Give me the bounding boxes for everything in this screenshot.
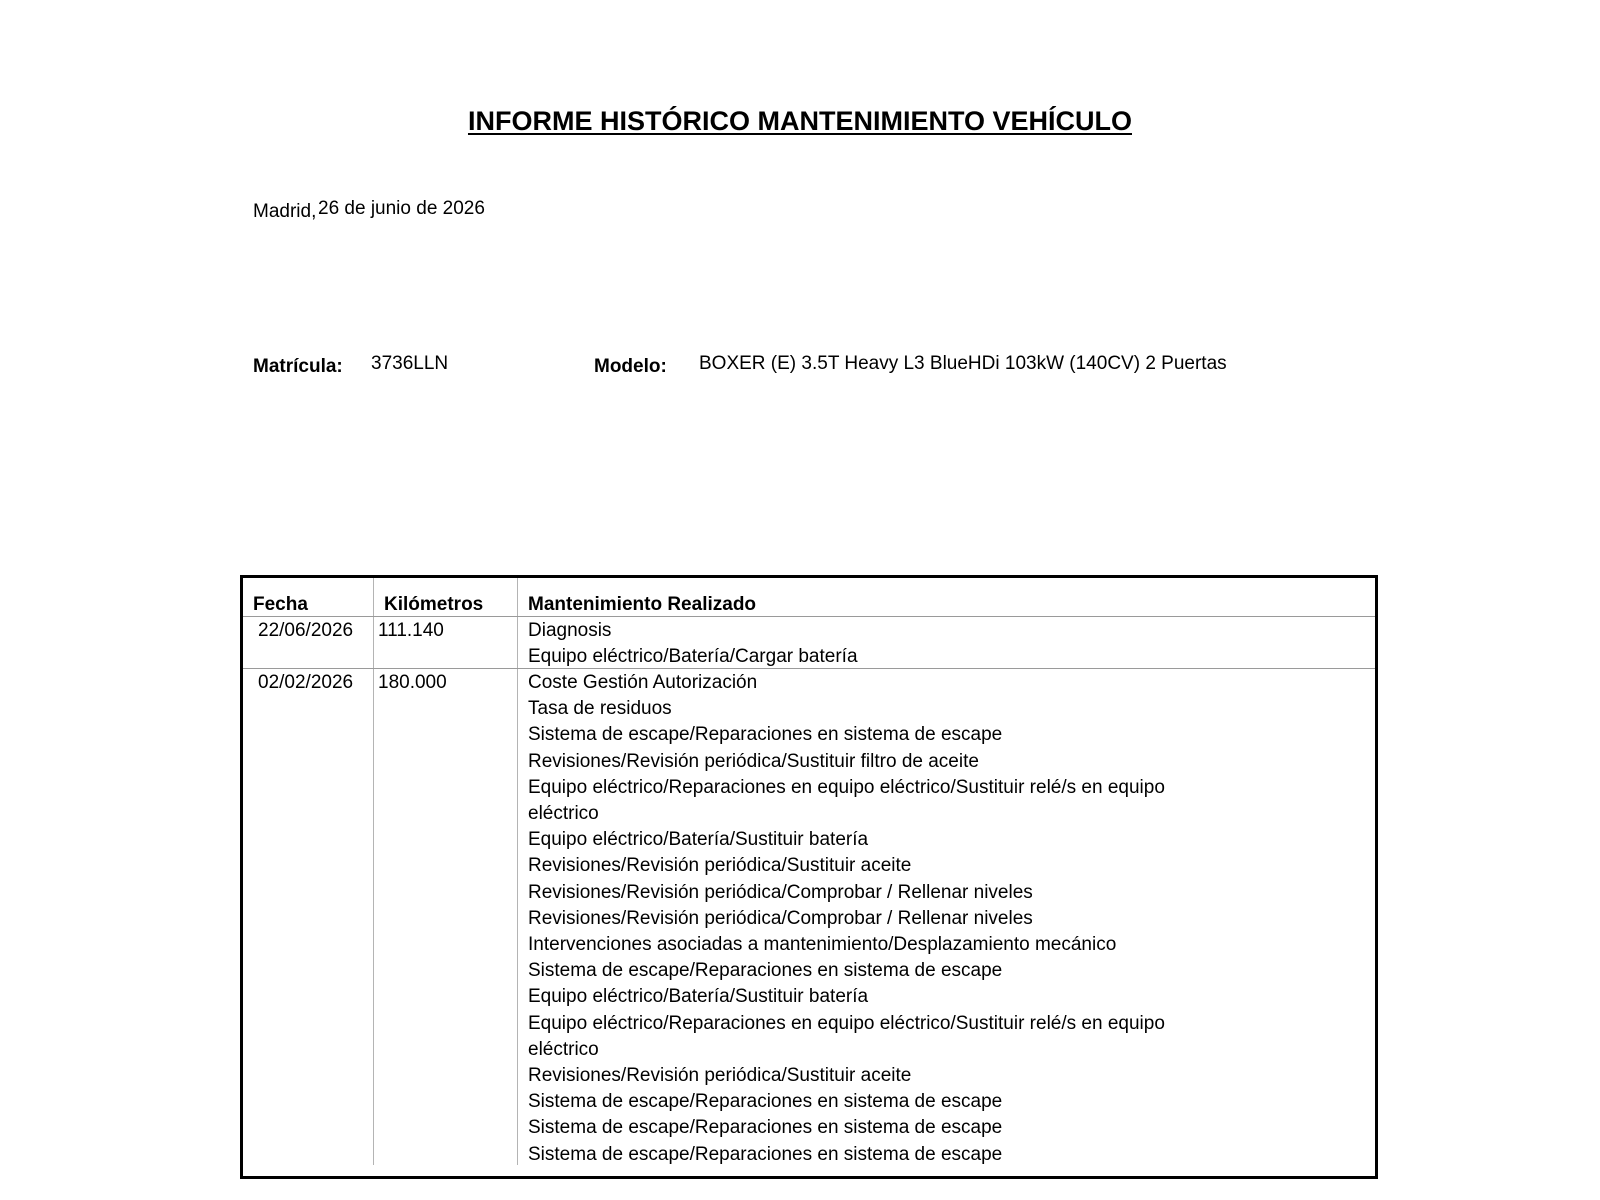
maintenance-item: Revisiones/Revisión periódica/Comprobar / Rellenar niveles [528,881,1033,903]
document-title-text: INFORME HISTÓRICO MANTENIMIENTO VEHÍCULO [467,106,1132,136]
row-maintenance-list [528,670,1188,1168]
maintenance-item: Revisiones/Revisión periódica/Comprobar / Rellenar niveles [528,907,1033,929]
report-date: 26 de junio de 2026 [318,198,485,219]
plate-label: Matrícula: [253,356,343,377]
row-km: 111.140 [378,620,444,641]
maintenance-item: Equipo eléctrico/Reparaciones en equipo eléctrico/Sustituir relé/s en equipo eléctrico [528,776,1165,825]
report-place: Madrid, [253,201,317,222]
row-date: 22/06/2026 [258,620,354,641]
maintenance-item: Sistema de escape/Reparaciones en sistema de escape [528,1091,1003,1113]
maintenance-item: Equipo eléctrico/Batería/Sustituir batería [528,829,869,851]
maintenance-item: Revisiones/Revisión periódica/Sustituir aceite [528,1065,912,1087]
maintenance-item: Sistema de escape/Reparaciones en sistema de escape [528,960,1003,982]
maintenance-item: Equipo eléctrico/Reparaciones en equipo eléctrico/Sustituir relé/s en equipo eléctrico [528,1012,1165,1060]
maintenance-item: Equipo eléctrico/Batería/Cargar batería [528,646,858,668]
maintenance-item: Diagnosis [528,620,612,641]
model-label: Modelo: [594,356,667,377]
maintenance-table [240,575,1378,1179]
column-divider [517,578,518,1165]
maintenance-item: Revisiones/Revisión periódica/Sustituir aceite [528,855,912,877]
document-title [0,104,1600,138]
column-header-km: Kilómetros [384,594,484,615]
row-date: 02/02/2026 [258,672,354,693]
maintenance-item: Intervenciones asociadas a mantenimiento/Desplazamiento mecánico [528,934,1117,956]
plate-value: 3736LLN [371,353,449,374]
column-divider [373,578,374,1165]
maintenance-item: Sistema de escape/Reparaciones en sistema de escape [528,1117,1003,1139]
maintenance-item: Coste Gestión Autorización [528,672,758,693]
column-header-maintenance: Mantenimiento Realizado [528,594,757,615]
row-maintenance-list [528,618,1188,670]
maintenance-item: Tasa de residuos [528,698,672,720]
maintenance-item: Sistema de escape/Reparaciones en sistema de escape [528,724,1003,746]
row-km: 180.000 [378,672,447,693]
model-value: BOXER (E) 3.5T Heavy L3 BlueHDi 103kW (140CV) 2 Puertas [699,353,1227,374]
maintenance-item: Sistema de escape/Reparaciones en sistema de escape [528,1143,1003,1165]
maintenance-item: Revisiones/Revisión periódica/Sustituir filtro de aceite [528,750,979,772]
maintenance-item: Equipo eléctrico/Batería/Sustituir batería [528,986,869,1008]
column-header-date: Fecha [253,594,308,615]
